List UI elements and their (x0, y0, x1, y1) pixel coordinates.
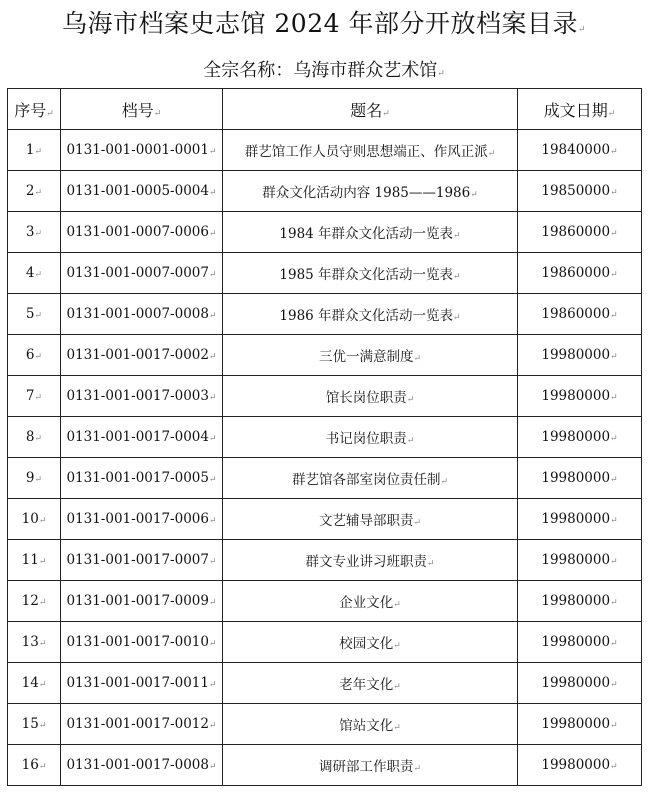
cell-index: 4 ↵ (8, 253, 61, 294)
paragraph-mark-icon (35, 142, 43, 158)
paragraph-mark-icon (209, 511, 217, 527)
cell-date: 19980000 ↵ (518, 376, 642, 417)
paragraph-mark-icon (453, 267, 461, 283)
paragraph-mark-icon (413, 349, 421, 365)
cell-title: 老年文化 ↵ (223, 663, 518, 704)
paragraph-mark-icon (610, 429, 618, 445)
paragraph-mark-icon (610, 552, 618, 568)
paragraph-mark-icon (610, 470, 618, 486)
paragraph-mark-icon (35, 265, 43, 281)
paragraph-mark-icon (39, 634, 47, 650)
paragraph-mark-icon (393, 718, 401, 734)
paragraph-mark-icon (453, 308, 461, 324)
cell-date: 19860000 ↵ (518, 212, 642, 253)
header-index: 序号 ↵ (8, 89, 61, 130)
archive-catalog-table (7, 88, 642, 786)
table-row (8, 540, 642, 581)
paragraph-mark-icon (39, 716, 47, 732)
paragraph-mark-icon (209, 306, 217, 322)
table-row (8, 704, 642, 745)
cell-title: 群文专业讲习班职责 ↵ (223, 540, 518, 581)
paragraph-mark-icon (209, 675, 217, 691)
paragraph-mark-icon (209, 593, 217, 609)
paragraph-mark-icon (578, 9, 586, 38)
paragraph-mark-icon (35, 388, 43, 404)
paragraph-mark-icon (209, 347, 217, 363)
cell-index: 14 ↵ (8, 663, 61, 704)
table-row (8, 212, 642, 253)
cell-archive-number: 0131-001-0017-0002 ↵ (61, 335, 223, 376)
cell-date: 19980000 ↵ (518, 540, 642, 581)
cell-date: 19980000 ↵ (518, 499, 642, 540)
paragraph-mark-icon (39, 675, 47, 691)
table-row (8, 417, 642, 458)
table-row (8, 663, 642, 704)
cell-date: 19980000 ↵ (518, 745, 642, 786)
cell-archive-number: 0131-001-0017-0008 ↵ (61, 745, 223, 786)
cell-title: 三优一满意制度 ↵ (223, 335, 518, 376)
paragraph-mark-icon (610, 716, 618, 732)
cell-archive-number: 0131-001-0007-0007 ↵ (61, 253, 223, 294)
cell-title: 馆长岗位职责 ↵ (223, 376, 518, 417)
cell-archive-number: 0131-001-0017-0005 ↵ (61, 458, 223, 499)
paragraph-mark-icon (610, 265, 618, 281)
cell-date: 19980000 ↵ (518, 335, 642, 376)
paragraph-mark-icon (39, 757, 47, 773)
paragraph-mark-icon (209, 716, 217, 732)
cell-archive-number: 0131-001-0007-0008 ↵ (61, 294, 223, 335)
cell-date: 19980000 ↵ (518, 704, 642, 745)
paragraph-mark-icon (39, 552, 47, 568)
paragraph-mark-icon (35, 347, 43, 363)
paragraph-mark-icon (610, 511, 618, 527)
cell-title: 1984 年群众文化活动一览表 ↵ (223, 212, 518, 253)
document-title: 乌海市档案史志馆 2024 年部分开放档案目录 ↵ (0, 4, 648, 40)
paragraph-mark-icon (39, 593, 47, 609)
cell-title: 文艺辅导部职责 ↵ (223, 499, 518, 540)
cell-archive-number: 0131-001-0017-0012 ↵ (61, 704, 223, 745)
paragraph-mark-icon (407, 390, 415, 406)
paragraph-mark-icon (610, 757, 618, 773)
cell-title: 企业文化 ↵ (223, 581, 518, 622)
paragraph-mark-icon (437, 60, 445, 81)
cell-index: 3 ↵ (8, 212, 61, 253)
table-row (8, 335, 642, 376)
cell-title: 馆站文化 ↵ (223, 704, 518, 745)
table-row (8, 171, 642, 212)
cell-index: 1 ↵ (8, 130, 61, 171)
cell-title: 群艺馆各部室岗位责任制 ↵ (223, 458, 518, 499)
paragraph-mark-icon (209, 429, 217, 445)
table-row (8, 294, 642, 335)
table-row (8, 499, 642, 540)
paragraph-mark-icon (470, 185, 478, 201)
cell-index: 16 ↵ (8, 745, 61, 786)
paragraph-mark-icon (209, 470, 217, 486)
paragraph-mark-icon (35, 224, 43, 240)
paragraph-mark-icon (440, 472, 448, 488)
table-header-row (8, 89, 642, 130)
cell-archive-number: 0131-001-0017-0003 ↵ (61, 376, 223, 417)
cell-archive-number: 0131-001-0017-0007 ↵ (61, 540, 223, 581)
table-row (8, 376, 642, 417)
cell-archive-number: 0131-001-0001-0001 ↵ (61, 130, 223, 171)
table-row (8, 458, 642, 499)
paragraph-mark-icon (209, 265, 217, 281)
cell-title: 1986 年群众文化活动一览表 ↵ (223, 294, 518, 335)
cell-index: 7 ↵ (8, 376, 61, 417)
paragraph-mark-icon (35, 183, 43, 199)
cell-archive-number: 0131-001-0017-0009 ↵ (61, 581, 223, 622)
paragraph-mark-icon (610, 306, 618, 322)
cell-title: 群众文化活动内容 1985——1986 ↵ (223, 171, 518, 212)
cell-date: 19850000 ↵ (518, 171, 642, 212)
paragraph-mark-icon (413, 513, 421, 529)
paragraph-mark-icon (610, 388, 618, 404)
table-row (8, 745, 642, 786)
paragraph-mark-icon (610, 675, 618, 691)
paragraph-mark-icon (407, 431, 415, 447)
paragraph-mark-icon (35, 429, 43, 445)
paragraph-mark-icon (610, 224, 618, 240)
cell-title: 书记岗位职责 ↵ (223, 417, 518, 458)
paragraph-mark-icon (488, 144, 496, 160)
cell-title: 校园文化 ↵ (223, 622, 518, 663)
paragraph-mark-icon (610, 142, 618, 158)
paragraph-mark-icon (413, 759, 421, 775)
cell-date: 19980000 ↵ (518, 417, 642, 458)
cell-date: 19980000 ↵ (518, 458, 642, 499)
fonds-name: 全宗名称：乌海市群众艺术馆 ↵ (0, 56, 648, 82)
table-row (8, 581, 642, 622)
cell-date: 19840000 ↵ (518, 130, 642, 171)
header-archive-number: 档号 ↵ (61, 89, 223, 130)
paragraph-mark-icon (35, 306, 43, 322)
paragraph-mark-icon (39, 511, 47, 527)
cell-archive-number: 0131-001-0007-0006 ↵ (61, 212, 223, 253)
cell-date: 19980000 ↵ (518, 663, 642, 704)
header-title: 题名 ↵ (223, 89, 518, 130)
paragraph-mark-icon (393, 677, 401, 693)
paragraph-mark-icon (610, 183, 618, 199)
cell-archive-number: 0131-001-0017-0004 ↵ (61, 417, 223, 458)
paragraph-mark-icon (209, 552, 217, 568)
cell-index: 8 ↵ (8, 417, 61, 458)
paragraph-mark-icon (209, 388, 217, 404)
cell-date: 19980000 ↵ (518, 581, 642, 622)
cell-index: 2 ↵ (8, 171, 61, 212)
cell-index: 10 ↵ (8, 499, 61, 540)
paragraph-mark-icon (209, 224, 217, 240)
cell-index: 11 ↵ (8, 540, 61, 581)
cell-date: 19980000 ↵ (518, 622, 642, 663)
cell-index: 12 ↵ (8, 581, 61, 622)
paragraph-mark-icon (209, 183, 217, 199)
cell-index: 9 ↵ (8, 458, 61, 499)
paragraph-mark-icon (453, 226, 461, 242)
paragraph-mark-icon (35, 470, 43, 486)
paragraph-mark-icon (209, 634, 217, 650)
cell-index: 5 ↵ (8, 294, 61, 335)
paragraph-mark-icon (427, 554, 435, 570)
paragraph-mark-icon (393, 595, 401, 611)
paragraph-mark-icon (610, 634, 618, 650)
paragraph-mark-icon (610, 593, 618, 609)
paragraph-mark-icon (209, 757, 217, 773)
cell-archive-number: 0131-001-0005-0004 ↵ (61, 171, 223, 212)
table-row (8, 622, 642, 663)
table-row (8, 253, 642, 294)
cell-title: 1985 年群众文化活动一览表 ↵ (223, 253, 518, 294)
table-row (8, 130, 642, 171)
paragraph-mark-icon (209, 142, 217, 158)
cell-index: 15 ↵ (8, 704, 61, 745)
cell-archive-number: 0131-001-0017-0011 ↵ (61, 663, 223, 704)
cell-date: 19860000 ↵ (518, 294, 642, 335)
cell-archive-number: 0131-001-0017-0010 ↵ (61, 622, 223, 663)
cell-archive-number: 0131-001-0017-0006 ↵ (61, 499, 223, 540)
cell-index: 13 ↵ (8, 622, 61, 663)
cell-date: 19860000 ↵ (518, 253, 642, 294)
paragraph-mark-icon (610, 347, 618, 363)
header-date: 成文日期 ↵ (518, 89, 642, 130)
paragraph-mark-icon (393, 636, 401, 652)
cell-title: 调研部工作职责 ↵ (223, 745, 518, 786)
cell-title: 群艺馆工作人员守则思想端正、作风正派 ↵ (223, 130, 518, 171)
cell-index: 6 ↵ (8, 335, 61, 376)
